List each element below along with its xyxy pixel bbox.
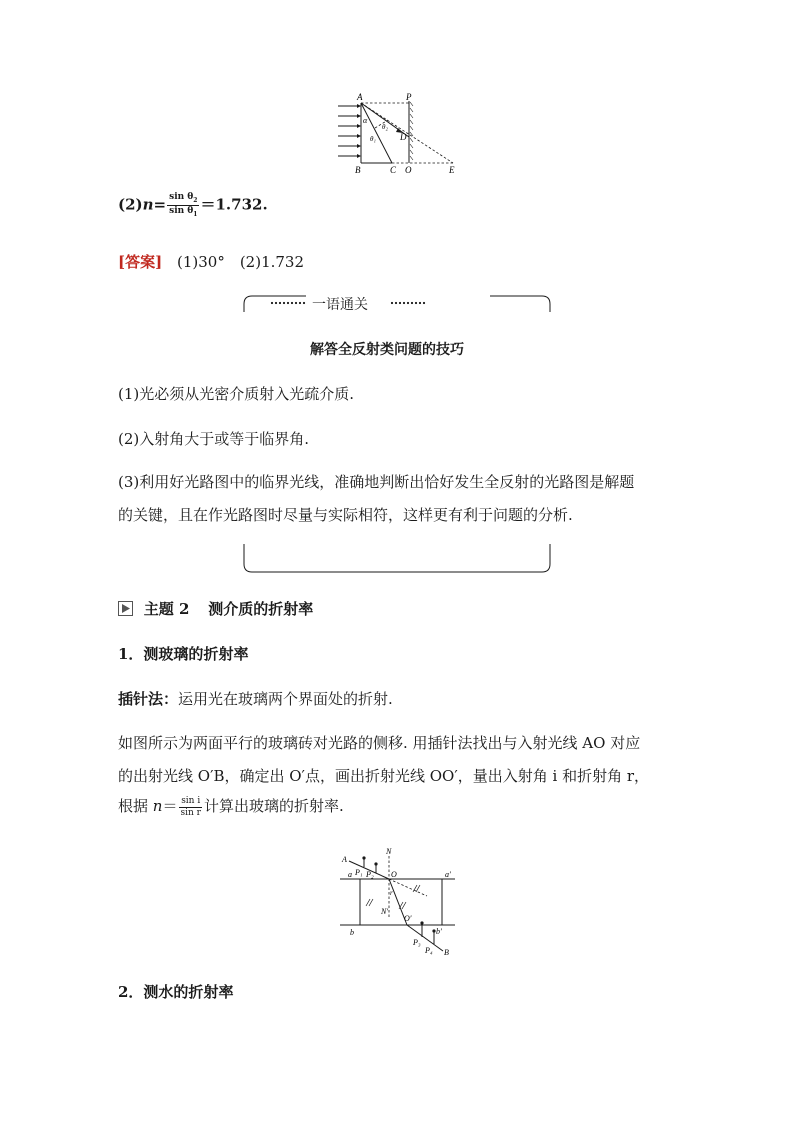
section2-heading: 2．测水的折射率	[118, 983, 234, 1001]
label-b: b	[350, 928, 354, 937]
formula-den: sin θ	[169, 205, 194, 216]
formula-num: sin θ	[169, 192, 194, 202]
tip-item-3: (3)利用好光路图中的临界光线，准确地判断出恰好发生全反射的光路图是解题	[118, 473, 635, 491]
label-alpha: α	[363, 116, 368, 125]
label-B: B	[444, 948, 449, 957]
label-C: C	[390, 165, 397, 175]
label-theta1: θ₁	[370, 135, 376, 143]
method-label: 插针法：	[118, 690, 179, 708]
answer-text: (1)30° (2)1.732	[176, 253, 305, 271]
method-text: 运用光在玻璃两个界面处的折射.	[178, 690, 393, 708]
label-P: P	[406, 92, 412, 102]
label-B: B	[355, 165, 361, 175]
total-reflection-figure	[330, 92, 465, 176]
section1-heading: 1．测玻璃的折射率	[118, 645, 249, 663]
formula-result: ＝1.732.	[200, 195, 268, 214]
label-N-prime: N′	[381, 907, 389, 916]
prism	[361, 103, 392, 163]
dashed-line-AE	[361, 103, 453, 163]
label-theta2: θ₂	[382, 123, 388, 131]
topic-label: 主题 2	[143, 600, 190, 618]
topic-title: 测介质的折射率	[208, 600, 314, 618]
method-line	[118, 688, 393, 709]
para3-eq: ＝	[162, 797, 178, 815]
tip-item-2: (2)入射角大于或等于临界角.	[118, 430, 310, 448]
para3-num: sin i	[181, 795, 201, 806]
label-D: D	[400, 132, 407, 142]
para3-var: n	[152, 797, 163, 815]
label-O-prime: O′	[404, 914, 412, 923]
tip-box-heading: 一语通关	[312, 297, 368, 313]
answer-tag: [答案]	[118, 253, 163, 271]
label-N: N	[386, 847, 392, 856]
incident-rays	[338, 104, 361, 158]
formula-var: n	[142, 195, 154, 214]
formula-num-sub: 2	[193, 196, 198, 204]
section1-para-line2: 的出射光线 O′B，确定出 O′点，画出折射光线 OO′，量出入射角 i 和折射角 r，	[118, 767, 650, 785]
label-a: a	[348, 870, 352, 879]
glass-slab-figure	[335, 843, 460, 961]
formula-refractive-index	[118, 193, 268, 218]
label-a-prime: a′	[445, 870, 451, 879]
label-E: E	[449, 165, 455, 175]
label-O: O	[405, 165, 412, 175]
topic-heading	[118, 598, 313, 619]
label-P3: P₃	[413, 938, 421, 947]
para3-den: sin r	[180, 807, 201, 818]
formula-fraction	[167, 193, 199, 218]
screen	[409, 101, 413, 163]
label-P1: P₁	[355, 868, 363, 877]
formula-prefix: (2)	[118, 195, 143, 214]
para3-prefix: 根据	[118, 797, 149, 815]
tip-item-1: (1)光必须从光密介质射入光疏介质.	[118, 385, 355, 403]
para3-fraction	[178, 797, 202, 818]
section1-para-line3	[118, 795, 344, 818]
label-A: A	[342, 855, 347, 864]
formula-eq: =	[153, 195, 167, 214]
play-triangle-icon	[118, 601, 133, 616]
label-b-prime: b′	[436, 927, 442, 936]
formula-den-sub: 1	[193, 210, 198, 218]
label-P2: P₂	[366, 870, 374, 879]
tip-box-title: 解答全反射类问题的技巧	[310, 342, 464, 358]
para3-suffix: 计算出玻璃的折射率.	[203, 797, 344, 815]
label-A: A	[357, 92, 363, 102]
label-r: r	[390, 889, 393, 897]
tip-item-3-cont: 的关键，且在作光路图时尽量与实际相符，这样更有利于问题的分析.	[118, 506, 573, 524]
label-P4: P₄	[425, 946, 433, 955]
label-O: O	[391, 870, 397, 879]
section1-para-line1: 如图所示为两面平行的玻璃砖对光路的侧移. 用插针法找出与入射光线 AO 对应	[118, 734, 641, 752]
answer-line	[118, 251, 304, 272]
